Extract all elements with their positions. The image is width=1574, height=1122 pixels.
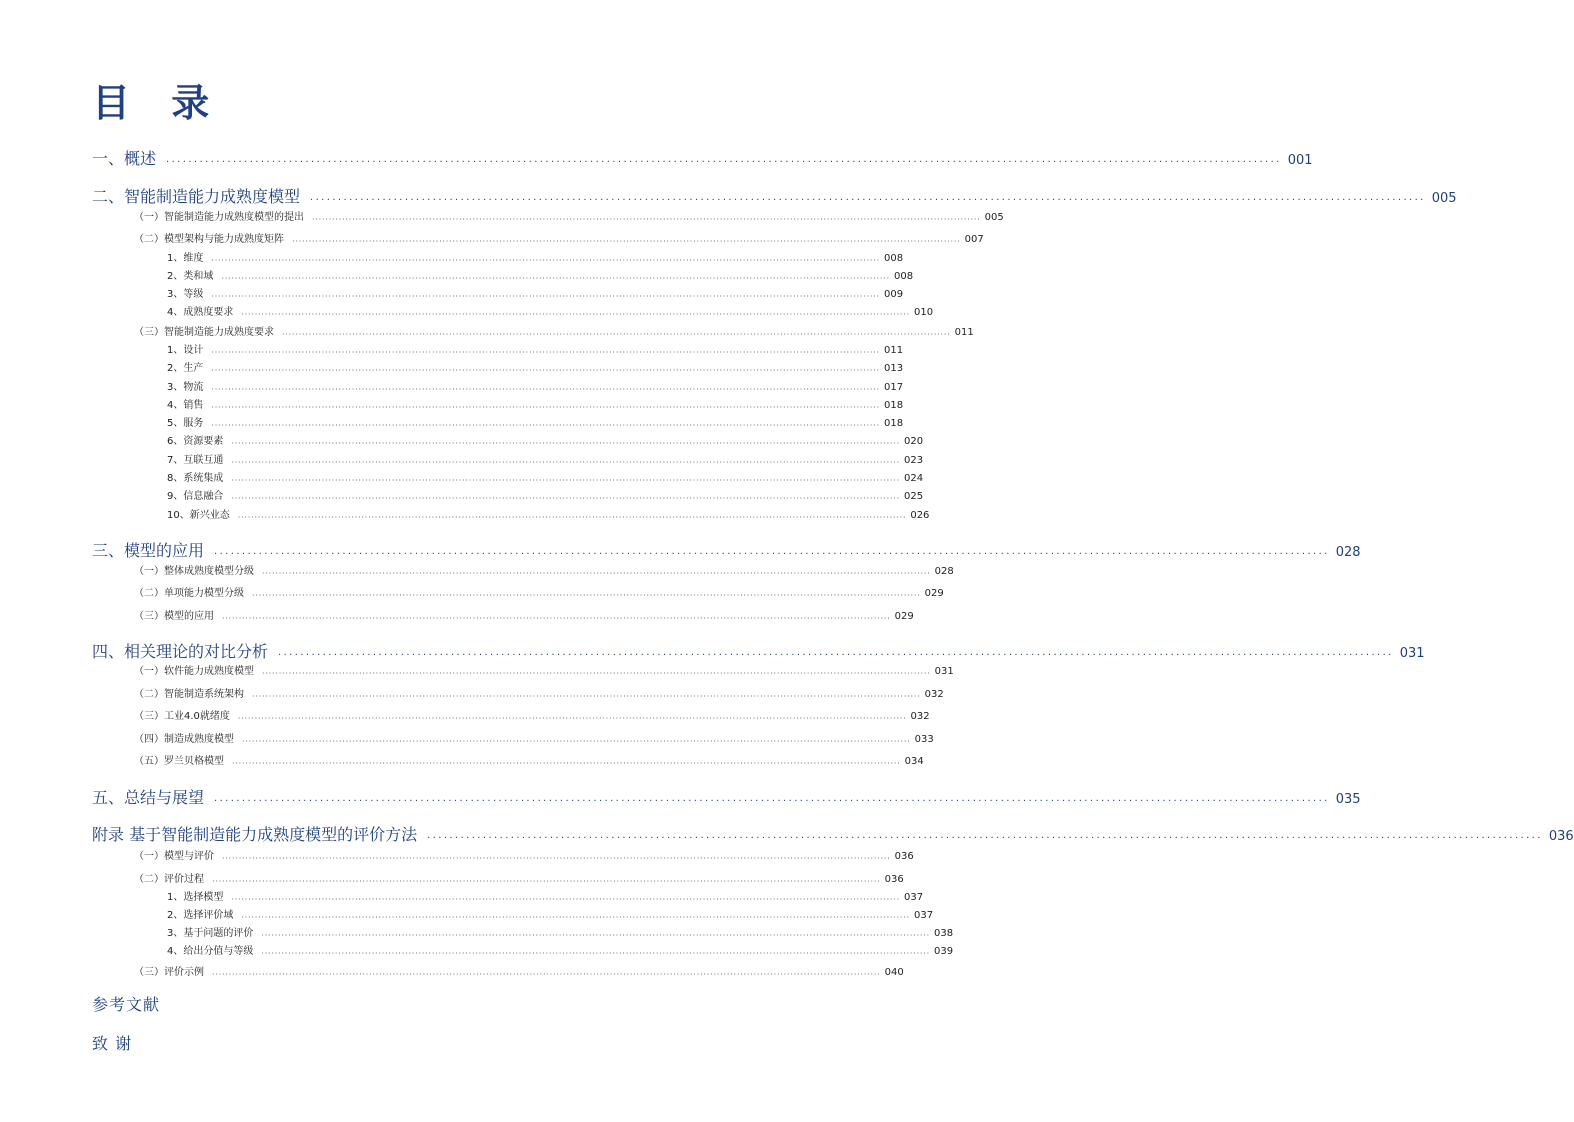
toc-leader-dots: ········································································································································································································ bbox=[241, 310, 910, 319]
toc-entry-level-3[interactable] bbox=[167, 489, 924, 505]
toc-entry-page-number: 011 bbox=[954, 327, 974, 338]
toc-entry-page-number: 037 bbox=[913, 910, 934, 921]
toc-entry-page-number: 034 bbox=[904, 756, 924, 767]
toc-leader-dots: ········································································································································································································ bbox=[231, 458, 900, 467]
toc-entry-page-number: 040 bbox=[884, 967, 904, 978]
toc-entry-page-number: 038 bbox=[933, 928, 954, 939]
toc-leader-dots: ········································································································································································································ bbox=[231, 476, 900, 485]
toc-leader-dots: ········································································································································································································ bbox=[211, 403, 880, 412]
toc-entry-page-number: 036 bbox=[894, 851, 914, 862]
toc-entry-label: 3、等级 bbox=[167, 289, 204, 300]
toc-entry-page-number: 031 bbox=[1399, 646, 1425, 661]
toc-entry-page-number: 036 bbox=[884, 874, 904, 885]
toc-entry-page-number: 017 bbox=[883, 382, 904, 393]
toc-entry-level-2[interactable] bbox=[134, 732, 934, 748]
toc-leader-dots: ········································································································································································································ bbox=[241, 913, 910, 922]
toc-entry-page-number: 008 bbox=[893, 271, 914, 282]
toc-entry-page-number: 008 bbox=[883, 253, 904, 264]
toc-entry-level-3[interactable] bbox=[167, 305, 934, 321]
toc-leader-dots: ········································································································································································································ bbox=[211, 421, 880, 430]
toc-entry-label: 5、服务 bbox=[167, 418, 204, 429]
toc-entry-level-2[interactable] bbox=[134, 849, 914, 865]
toc-leader-dots: ········································································································································································································ bbox=[252, 591, 921, 600]
toc-entry-label: 三、模型的应用 bbox=[92, 541, 205, 560]
toc-entry-level-3[interactable] bbox=[167, 471, 924, 487]
toc-leader-dots: ········································································································································································································ bbox=[214, 796, 1330, 807]
toc-entry-level-1[interactable] bbox=[92, 186, 1457, 208]
toc-entry-level-2[interactable] bbox=[134, 586, 944, 602]
toc-leader-dots: ········································································································································································································ bbox=[310, 195, 1426, 206]
toc-leader-dots: ········································································································································································································ bbox=[261, 931, 930, 940]
toc-entry-level-2[interactable] bbox=[134, 609, 914, 625]
toc-entry-level-3[interactable] bbox=[167, 416, 904, 432]
toc-entry-label: 二、智能制造能力成熟度模型 bbox=[92, 187, 301, 206]
toc-entry-level-3[interactable] bbox=[167, 398, 904, 414]
toc-leader-dots: ········································································································································································································ bbox=[214, 549, 1330, 560]
toc-entry-level-2[interactable] bbox=[134, 965, 904, 981]
toc-entry-level-3[interactable] bbox=[167, 890, 924, 906]
toc-entry-level-3[interactable] bbox=[167, 453, 924, 469]
toc-leader-dots: ········································································································································································································ bbox=[262, 669, 931, 678]
toc-leader-dots: ········································································································································································································ bbox=[237, 714, 907, 723]
toc-entry-level-3[interactable] bbox=[167, 343, 904, 359]
toc-entry-level-3[interactable] bbox=[167, 908, 934, 924]
toc-entry-level-2[interactable] bbox=[134, 664, 954, 680]
toc-entry-page-number: 007 bbox=[964, 234, 984, 245]
toc-entry-level-2[interactable] bbox=[134, 687, 944, 703]
toc-entry-label: 3、物流 bbox=[167, 382, 204, 393]
toc-entry-page-number: 032 bbox=[910, 711, 930, 722]
toc-entry-label: 4、销售 bbox=[167, 400, 204, 411]
toc-entry-page-number: 025 bbox=[903, 491, 924, 502]
toc-entry-level-2[interactable] bbox=[134, 872, 904, 888]
toc-entry-page-number: 011 bbox=[883, 345, 904, 356]
toc-entry-label: 1、选择模型 bbox=[167, 892, 224, 903]
toc-entry-page-number: 001 bbox=[1287, 153, 1313, 168]
toc-leader-dots: ········································································································································································································ bbox=[262, 569, 931, 578]
toc-leader-dots: ········································································································································································································ bbox=[312, 215, 981, 224]
toc-entry-label: 4、给出分值与等级 bbox=[167, 946, 254, 957]
toc-entry-level-1[interactable] bbox=[92, 824, 1574, 846]
toc-leader-dots: ········································································································································································································ bbox=[282, 330, 951, 339]
toc-entry-page-number: 009 bbox=[883, 289, 904, 300]
toc-entry-page-number: 020 bbox=[903, 436, 924, 447]
toc-entry-page-number: 028 bbox=[1335, 545, 1361, 560]
toc-entry-level-2[interactable] bbox=[134, 232, 984, 248]
toc-leader-dots: ········································································································································································································ bbox=[237, 513, 907, 522]
toc-entry-label: （一）智能制造能力成熟度模型的提出 bbox=[134, 212, 304, 223]
toc-leader-dots: ········································································································································································································ bbox=[232, 759, 901, 768]
toc-entry-level-3[interactable] bbox=[167, 380, 904, 396]
toc-entry-page-number: 010 bbox=[913, 307, 934, 318]
toc-entry-label: （二）智能制造系统架构 bbox=[134, 689, 244, 700]
toc-entry-page-number: 029 bbox=[924, 588, 944, 599]
toc-entry-label: （四）制造成熟度模型 bbox=[134, 734, 234, 745]
toc-entry-label: 9、信息融合 bbox=[167, 491, 224, 502]
toc-leader-dots: ········································································································································································································ bbox=[211, 348, 880, 357]
toc-entry-level-2[interactable] bbox=[134, 325, 974, 341]
toc-leader-dots: ········································································································································································································ bbox=[292, 237, 961, 246]
acknowledgements-heading[interactable]: 致 谢 bbox=[92, 1034, 133, 1053]
toc-entry-level-3[interactable] bbox=[167, 361, 904, 377]
toc-entry-level-1[interactable] bbox=[92, 787, 1361, 809]
toc-entry-level-2[interactable] bbox=[134, 709, 930, 725]
toc-entry-label: （二）评价过程 bbox=[134, 874, 204, 885]
toc-entry-level-3[interactable] bbox=[167, 508, 930, 524]
toc-leader-dots: ········································································································································································································ bbox=[212, 970, 881, 979]
toc-leader-dots: ········································································································································································································ bbox=[231, 494, 900, 503]
toc-entry-page-number: 023 bbox=[903, 455, 924, 466]
toc-entry-label: 4、成熟度要求 bbox=[167, 307, 234, 318]
toc-entry-level-3[interactable] bbox=[167, 926, 954, 942]
toc-entry-level-3[interactable] bbox=[167, 251, 904, 267]
toc-entry-label: 6、资源要素 bbox=[167, 436, 224, 447]
toc-entry-label: 1、设计 bbox=[167, 345, 204, 356]
toc-entry-page-number: 018 bbox=[883, 418, 904, 429]
toc-entry-level-3[interactable] bbox=[167, 944, 954, 960]
toc-entry-label: 附录 基于智能制造能力成熟度模型的评价方法 bbox=[92, 825, 418, 844]
toc-entry-label: 2、类和域 bbox=[167, 271, 214, 282]
toc-leader-dots: ········································································································································································································ bbox=[231, 439, 900, 448]
toc-entry-label: 四、相关理论的对比分析 bbox=[92, 642, 269, 661]
toc-leader-dots: ········································································································································································································ bbox=[211, 256, 880, 265]
toc-entry-label: 3、基于问题的评价 bbox=[167, 928, 254, 939]
toc-leader-dots: ········································································································································································································ bbox=[222, 854, 891, 863]
toc-entry-level-2[interactable] bbox=[134, 564, 954, 580]
toc-entry-label: （一）整体成熟度模型分级 bbox=[134, 566, 254, 577]
toc-entry-page-number: 005 bbox=[1431, 191, 1457, 206]
toc-leader-dots: ········································································································································································································ bbox=[211, 385, 880, 394]
toc-entry-label: （二）模型架构与能力成熟度矩阵 bbox=[134, 234, 284, 245]
toc-leader-dots: ········································································································································································································ bbox=[166, 157, 1282, 168]
toc-entry-page-number: 033 bbox=[914, 734, 934, 745]
toc-entry-label: （三）评价示例 bbox=[134, 967, 204, 978]
toc-entry-level-1[interactable] bbox=[92, 641, 1425, 663]
page-title: 目 录 bbox=[92, 81, 224, 125]
toc-entry-label: 8、系统集成 bbox=[167, 473, 224, 484]
toc-entry-page-number: 035 bbox=[1335, 792, 1361, 807]
toc-entry-page-number: 039 bbox=[933, 946, 954, 957]
toc-entry-level-2[interactable] bbox=[134, 210, 1004, 226]
toc-leader-dots: ········································································································································································································ bbox=[261, 949, 930, 958]
toc-entry-page-number: 005 bbox=[984, 212, 1004, 223]
toc-leader-dots: ········································································································································································································ bbox=[242, 737, 911, 746]
toc-entry-level-3[interactable] bbox=[167, 434, 924, 450]
toc-entry-label: （一）模型与评价 bbox=[134, 851, 214, 862]
toc-entry-label: 1、维度 bbox=[167, 253, 204, 264]
toc-entry-label: （五）罗兰贝格模型 bbox=[134, 756, 224, 767]
toc-entry-label: （三）模型的应用 bbox=[134, 611, 214, 622]
toc-entry-page-number: 024 bbox=[903, 473, 924, 484]
toc-leader-dots: ········································································································································································································ bbox=[211, 292, 880, 301]
toc-entry-label: 7、互联互通 bbox=[167, 455, 224, 466]
toc-entry-label: 一、概述 bbox=[92, 149, 157, 168]
toc-leader-dots: ········································································································································································································ bbox=[212, 877, 881, 886]
toc-leader-dots: ········································································································································································································ bbox=[211, 366, 880, 375]
toc-entry-label: 2、选择评价域 bbox=[167, 910, 234, 921]
toc-entry-label: 五、总结与展望 bbox=[92, 788, 205, 807]
toc-entry-page-number: 026 bbox=[910, 510, 930, 521]
toc-entry-label: （三）工业4.0就绪度 bbox=[134, 711, 230, 722]
toc-entry-level-1[interactable] bbox=[92, 148, 1313, 170]
toc-leader-dots: ········································································································································································································ bbox=[231, 895, 900, 904]
toc-leader-dots: ········································································································································································································ bbox=[278, 650, 1394, 661]
toc-entry-page-number: 018 bbox=[883, 400, 904, 411]
toc-entry-label: 10、新兴业态 bbox=[167, 510, 230, 521]
toc-entry-page-number: 037 bbox=[903, 892, 924, 903]
toc-entry-page-number: 013 bbox=[883, 363, 904, 374]
toc-entry-label: （二）单项能力模型分级 bbox=[134, 588, 244, 599]
toc-entry-label: 2、生产 bbox=[167, 363, 204, 374]
references-heading[interactable]: 参考文献 bbox=[92, 995, 161, 1014]
toc-entry-level-3[interactable] bbox=[167, 287, 904, 303]
toc-entry-page-number: 028 bbox=[934, 566, 954, 577]
toc-entry-page-number: 032 bbox=[924, 689, 944, 700]
toc-leader-dots: ········································································································································································································ bbox=[222, 614, 891, 623]
toc-entry-page-number: 029 bbox=[894, 611, 914, 622]
toc-leader-dots: ········································································································································································································ bbox=[221, 274, 890, 283]
toc-leader-dots: ········································································································································································································ bbox=[252, 692, 921, 701]
toc-leader-dots: ········································································································································································································ bbox=[427, 833, 1543, 844]
toc-entry-level-2[interactable] bbox=[134, 754, 924, 770]
toc-entry-page-number: 036 bbox=[1548, 829, 1574, 844]
toc-entry-label: （三）智能制造能力成熟度要求 bbox=[134, 327, 274, 338]
toc-entry-level-1[interactable] bbox=[92, 540, 1361, 562]
toc-entry-label: （一）软件能力成熟度模型 bbox=[134, 666, 254, 677]
toc-entry-level-3[interactable] bbox=[167, 269, 914, 285]
toc-entry-page-number: 031 bbox=[934, 666, 954, 677]
